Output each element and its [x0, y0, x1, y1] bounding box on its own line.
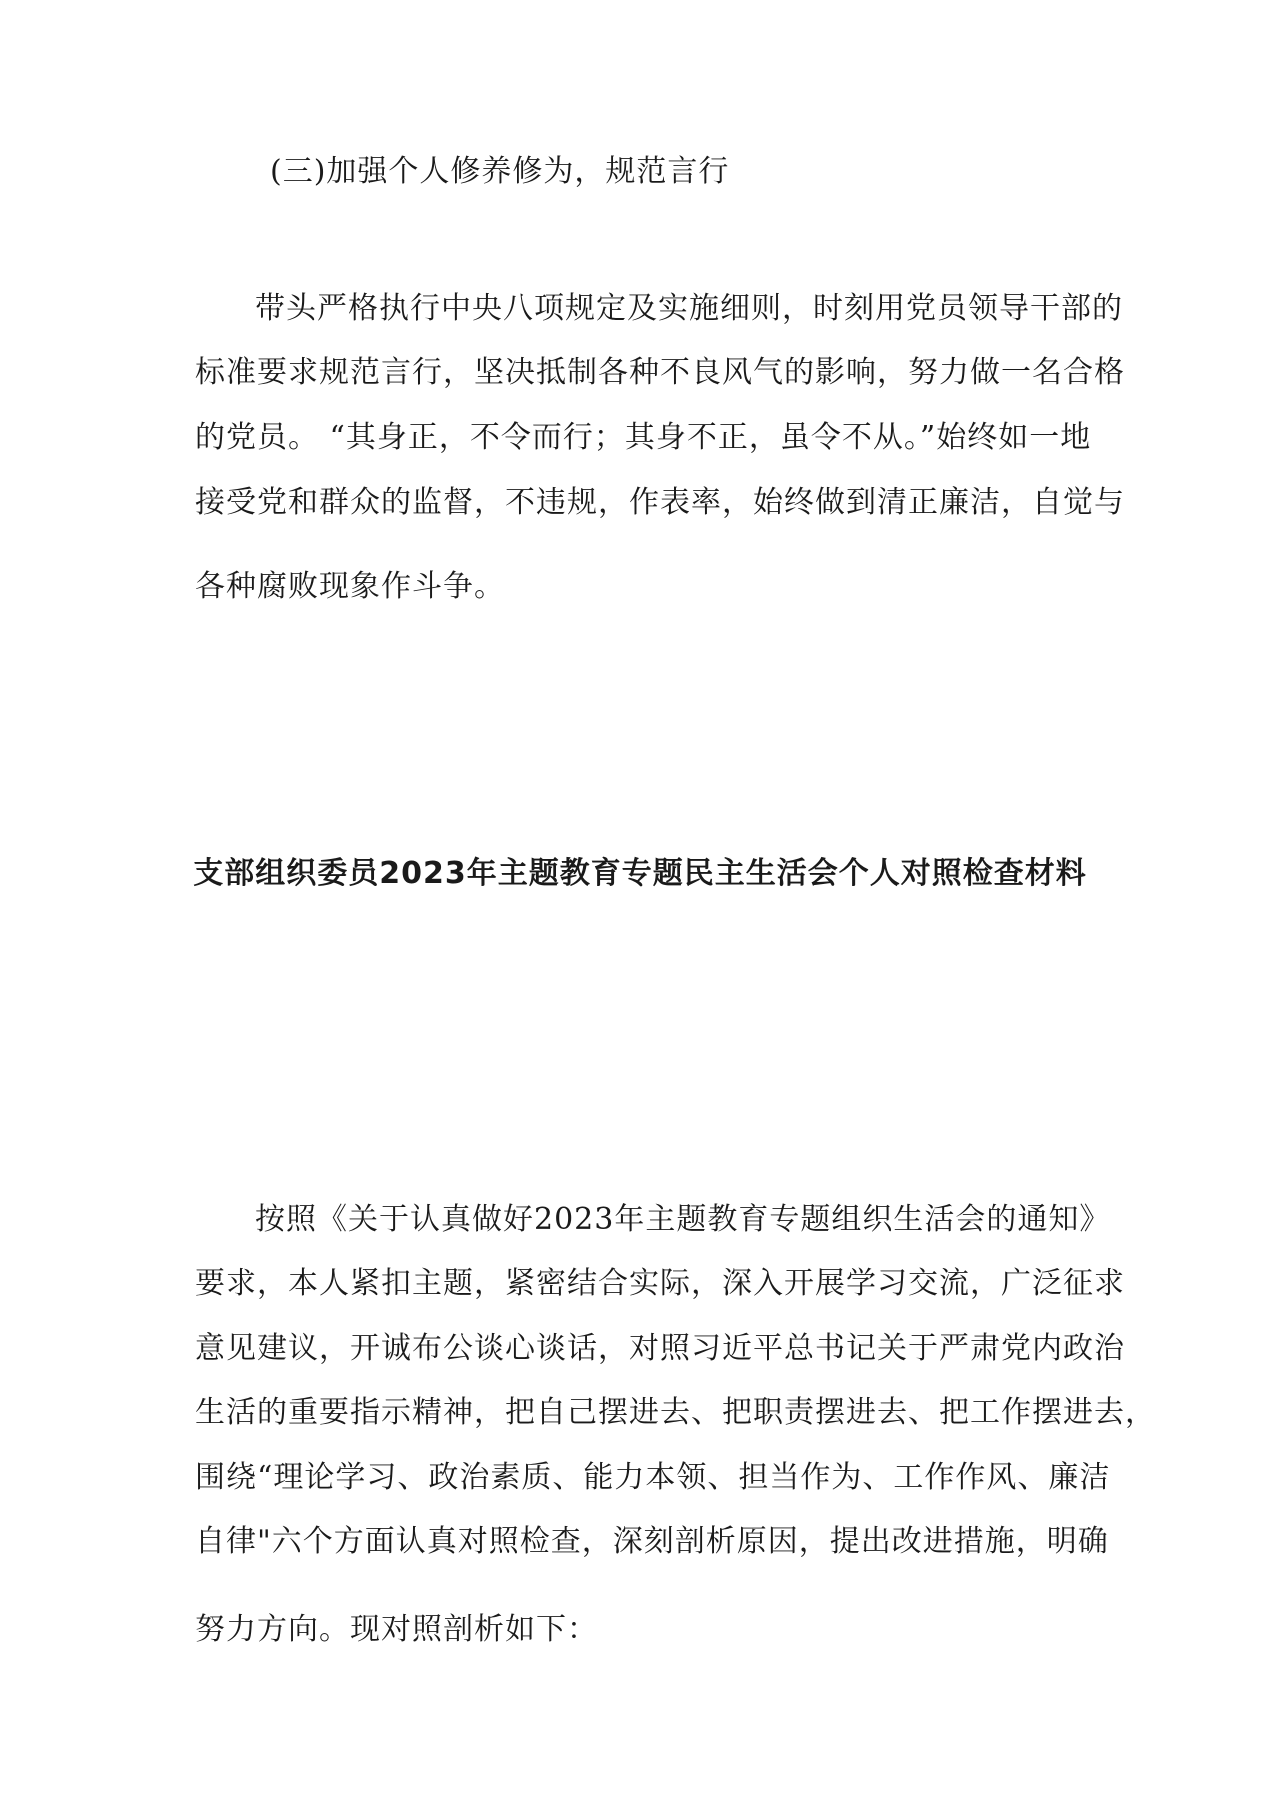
paragraph-line: 要求，本人紧扣主题，紧密结合实际，深入开展学习交流，广泛征求: [195, 1266, 1125, 1301]
paragraph-line: 按照《关于认真做好2023年主题教育专题组织生活会的通知》: [255, 1202, 1111, 1237]
section-heading: (三)加强个人修养修为，规范言行: [270, 154, 730, 189]
paragraph-line: 意见建议，开诚布公谈心谈话，对照习近平总书记关于严肃党内政治: [195, 1331, 1125, 1366]
paragraph-line: 带头严格执行中央八项规定及实施细则，时刻用党员领导干部的: [255, 291, 1123, 326]
paragraph-line: 自律"六个方面认真对照检查，深刻剖析原因，提出改进措施，明确: [195, 1524, 1109, 1559]
paragraph-line: 生活的重要指示精神，把自己摆进去、把职责摆进去、把工作摆进去，: [195, 1395, 1156, 1430]
paragraph-line: 的党员。 “其身正，不令而行；其身不正，虽令不从。”始终如一地: [195, 420, 1092, 455]
paragraph-line: 围绕“理论学习、政治素质、能力本领、担当作为、工作作风、廉洁: [195, 1460, 1111, 1495]
paragraph-line: 接受党和群众的监督，不违规，作表率，始终做到清正廉洁，自觉与: [195, 485, 1125, 520]
paragraph-line: 标准要求规范言行，坚决抵制各种不良风气的影响，努力做一名合格: [195, 355, 1125, 390]
document-title: 支部组织委员2023年主题教育专题民主生活会个人对照检查材料: [193, 856, 1087, 891]
paragraph-line: 各种腐败现象作斗争。: [195, 569, 505, 604]
paragraph-line: 努力方向。现对照剖析如下：: [195, 1612, 598, 1647]
